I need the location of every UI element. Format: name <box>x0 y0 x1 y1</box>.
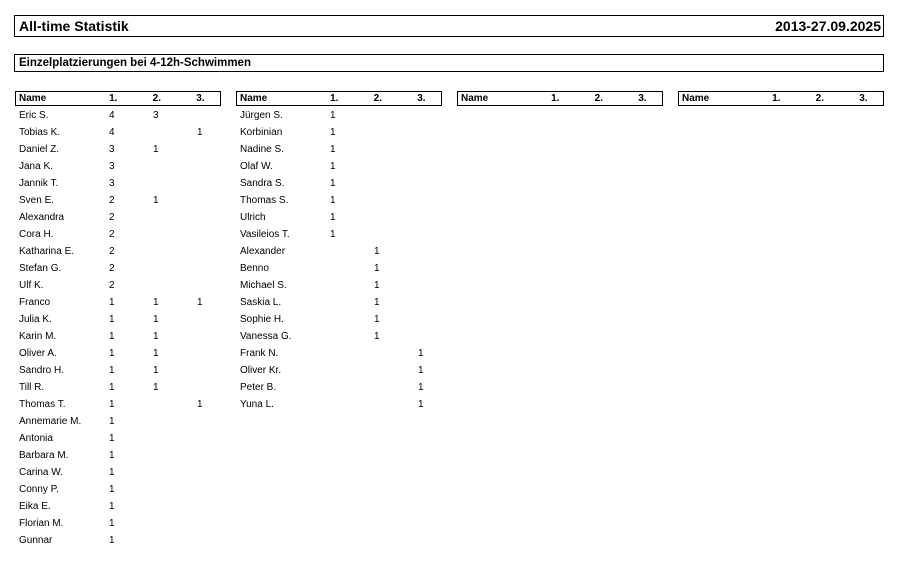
header-third: 3. <box>638 93 647 104</box>
table-row <box>15 532 221 549</box>
table-row <box>236 328 442 345</box>
table-row <box>236 311 442 328</box>
cell-name: Alexander <box>240 246 286 257</box>
cell-name: Carina W. <box>19 467 63 478</box>
cell-name: Till R. <box>19 382 45 393</box>
cell-name: Frank N. <box>240 348 279 359</box>
table-row <box>15 362 221 379</box>
cell-first: 1 <box>109 433 115 444</box>
cell-name: Eric S. <box>19 110 49 121</box>
section-header <box>14 54 884 72</box>
table-row <box>15 464 221 481</box>
table-row <box>15 277 221 294</box>
cell-first: 2 <box>109 212 115 223</box>
cell-first: 1 <box>109 484 115 495</box>
cell-name: Ulf K. <box>19 280 44 291</box>
cell-name: Barbara M. <box>19 450 69 461</box>
cell-first: 3 <box>109 178 115 189</box>
table-row <box>15 141 221 158</box>
header-name: Name <box>682 93 710 104</box>
header-first: 1. <box>330 93 339 104</box>
table-row <box>236 345 442 362</box>
header-third: 3. <box>417 93 426 104</box>
cell-name: Thomas T. <box>19 399 66 410</box>
cell-first: 1 <box>109 450 115 461</box>
cell-first: 2 <box>109 246 115 257</box>
cell-first: 3 <box>109 144 115 155</box>
placement-table-4 <box>678 91 884 107</box>
cell-name: Alexandra <box>19 212 65 223</box>
table-header <box>678 91 884 106</box>
table-header <box>236 91 442 106</box>
cell-name: Vasileios T. <box>240 229 290 240</box>
cell-first: 1 <box>109 467 115 478</box>
cell-name: Michael S. <box>240 280 287 291</box>
cell-first: 1 <box>109 314 115 325</box>
header-third: 3. <box>859 93 868 104</box>
cell-first: 1 <box>330 229 336 240</box>
cell-second: 1 <box>153 365 159 376</box>
cell-name: Ulrich <box>240 212 266 223</box>
cell-name: Jannik T. <box>19 178 59 189</box>
cell-second: 1 <box>153 195 159 206</box>
header-name: Name <box>461 93 489 104</box>
cell-name: Yuna L. <box>240 399 274 410</box>
cell-third: 1 <box>418 365 424 376</box>
table-row <box>236 243 442 260</box>
cell-first: 1 <box>330 161 336 172</box>
cell-name: Karin M. <box>19 331 57 342</box>
table-row <box>15 226 221 243</box>
cell-first: 1 <box>330 178 336 189</box>
cell-second: 1 <box>153 348 159 359</box>
cell-third: 1 <box>197 297 203 308</box>
cell-name: Jürgen S. <box>240 110 283 121</box>
cell-second: 1 <box>153 331 159 342</box>
table-row <box>15 413 221 430</box>
cell-second: 1 <box>374 263 380 274</box>
table-header <box>457 91 663 106</box>
cell-name: Benno <box>240 263 269 274</box>
table-row <box>15 107 221 124</box>
table-row <box>15 260 221 277</box>
cell-first: 4 <box>109 110 115 121</box>
cell-first: 1 <box>109 348 115 359</box>
cell-name: Sandro H. <box>19 365 65 376</box>
cell-third: 1 <box>197 127 203 138</box>
cell-third: 1 <box>418 399 424 410</box>
cell-name: Gunnar <box>19 535 53 546</box>
header-first: 1. <box>109 93 118 104</box>
table-row <box>15 430 221 447</box>
table-row <box>236 209 442 226</box>
cell-first: 3 <box>109 161 115 172</box>
cell-first: 1 <box>109 416 115 427</box>
table-row <box>15 175 221 192</box>
cell-first: 2 <box>109 229 115 240</box>
cell-first: 1 <box>109 382 115 393</box>
header-name: Name <box>19 93 47 104</box>
cell-name: Korbinian <box>240 127 283 138</box>
cell-second: 1 <box>153 297 159 308</box>
page-header <box>14 15 884 37</box>
cell-name: Conny P. <box>19 484 59 495</box>
cell-first: 2 <box>109 195 115 206</box>
cell-name: Stefan G. <box>19 263 62 274</box>
table-row <box>15 515 221 532</box>
cell-first: 1 <box>330 127 336 138</box>
cell-name: Antonia <box>19 433 53 444</box>
table-row <box>236 107 442 124</box>
cell-first: 2 <box>109 263 115 274</box>
cell-name: Jana K. <box>19 161 53 172</box>
cell-first: 1 <box>330 144 336 155</box>
cell-name: Cora H. <box>19 229 54 240</box>
table-row <box>15 209 221 226</box>
table-row <box>236 260 442 277</box>
cell-third: 1 <box>418 348 424 359</box>
placement-table-1 <box>15 91 221 549</box>
cell-third: 1 <box>197 399 203 410</box>
cell-name: Oliver Kr. <box>240 365 282 376</box>
table-row <box>236 226 442 243</box>
table-row <box>236 158 442 175</box>
cell-second: 1 <box>374 331 380 342</box>
cell-second: 1 <box>374 246 380 257</box>
cell-name: Oliver A. <box>19 348 57 359</box>
cell-name: Olaf W. <box>240 161 273 172</box>
cell-name: Florian M. <box>19 518 64 529</box>
cell-first: 1 <box>109 501 115 512</box>
cell-name: Annemarie M. <box>19 416 82 427</box>
header-first: 1. <box>551 93 560 104</box>
cell-third: 1 <box>418 382 424 393</box>
cell-second: 1 <box>153 382 159 393</box>
cell-second: 1 <box>153 314 159 325</box>
table-row <box>15 158 221 175</box>
header-name: Name <box>240 93 268 104</box>
table-row <box>15 328 221 345</box>
table-row <box>15 124 221 141</box>
cell-name: Franco <box>19 297 51 308</box>
cell-name: Julia K. <box>19 314 52 325</box>
table-row <box>236 124 442 141</box>
cell-first: 1 <box>109 518 115 529</box>
cell-second: 1 <box>153 144 159 155</box>
cell-name: Sven E. <box>19 195 55 206</box>
table-body <box>236 107 442 413</box>
table-row <box>236 277 442 294</box>
date-range: 2013-27.09.2025 <box>775 18 881 34</box>
table-row <box>15 294 221 311</box>
cell-second: 1 <box>374 297 380 308</box>
cell-name: Eika E. <box>19 501 51 512</box>
cell-name: Thomas S. <box>240 195 289 206</box>
table-row <box>236 396 442 413</box>
table-row <box>15 481 221 498</box>
cell-second: 1 <box>374 280 380 291</box>
header-second: 2. <box>594 93 604 104</box>
table-row <box>236 379 442 396</box>
table-body <box>15 107 221 549</box>
table-row <box>15 379 221 396</box>
cell-first: 1 <box>109 399 115 410</box>
table-row <box>15 447 221 464</box>
header-third: 3. <box>196 93 205 104</box>
table-row <box>236 362 442 379</box>
header-second: 2. <box>152 93 162 104</box>
cell-name: Katharina E. <box>19 246 75 257</box>
header-first: 1. <box>772 93 781 104</box>
cell-first: 1 <box>109 365 115 376</box>
cell-name: Sandra S. <box>240 178 285 189</box>
cell-name: Vanessa G. <box>240 331 292 342</box>
cell-name: Saskia L. <box>240 297 282 308</box>
table-row <box>15 396 221 413</box>
table-row <box>15 345 221 362</box>
table-row <box>236 141 442 158</box>
table-row <box>15 498 221 515</box>
page-title: All-time Statistik <box>19 18 129 34</box>
placement-table-2 <box>236 91 442 413</box>
table-row <box>236 294 442 311</box>
cell-first: 1 <box>330 195 336 206</box>
header-second: 2. <box>815 93 825 104</box>
table-header <box>15 91 221 106</box>
cell-name: Daniel Z. <box>19 144 60 155</box>
section-title: Einzelplatzierungen bei 4-12h-Schwimmen <box>19 57 251 69</box>
cell-second: 1 <box>374 314 380 325</box>
cell-second: 3 <box>153 110 159 121</box>
cell-first: 1 <box>109 297 115 308</box>
cell-name: Sophie H. <box>240 314 284 325</box>
table-row <box>236 192 442 209</box>
cell-first: 4 <box>109 127 115 138</box>
table-row <box>15 192 221 209</box>
cell-first: 2 <box>109 280 115 291</box>
cell-first: 1 <box>109 331 115 342</box>
table-row <box>236 175 442 192</box>
table-row <box>15 311 221 328</box>
placement-table-3 <box>457 91 663 107</box>
cell-name: Peter B. <box>240 382 277 393</box>
cell-first: 1 <box>109 535 115 546</box>
cell-first: 1 <box>330 110 336 121</box>
cell-name: Tobias K. <box>19 127 61 138</box>
cell-name: Nadine S. <box>240 144 284 155</box>
cell-first: 1 <box>330 212 336 223</box>
header-second: 2. <box>373 93 383 104</box>
table-row <box>15 243 221 260</box>
